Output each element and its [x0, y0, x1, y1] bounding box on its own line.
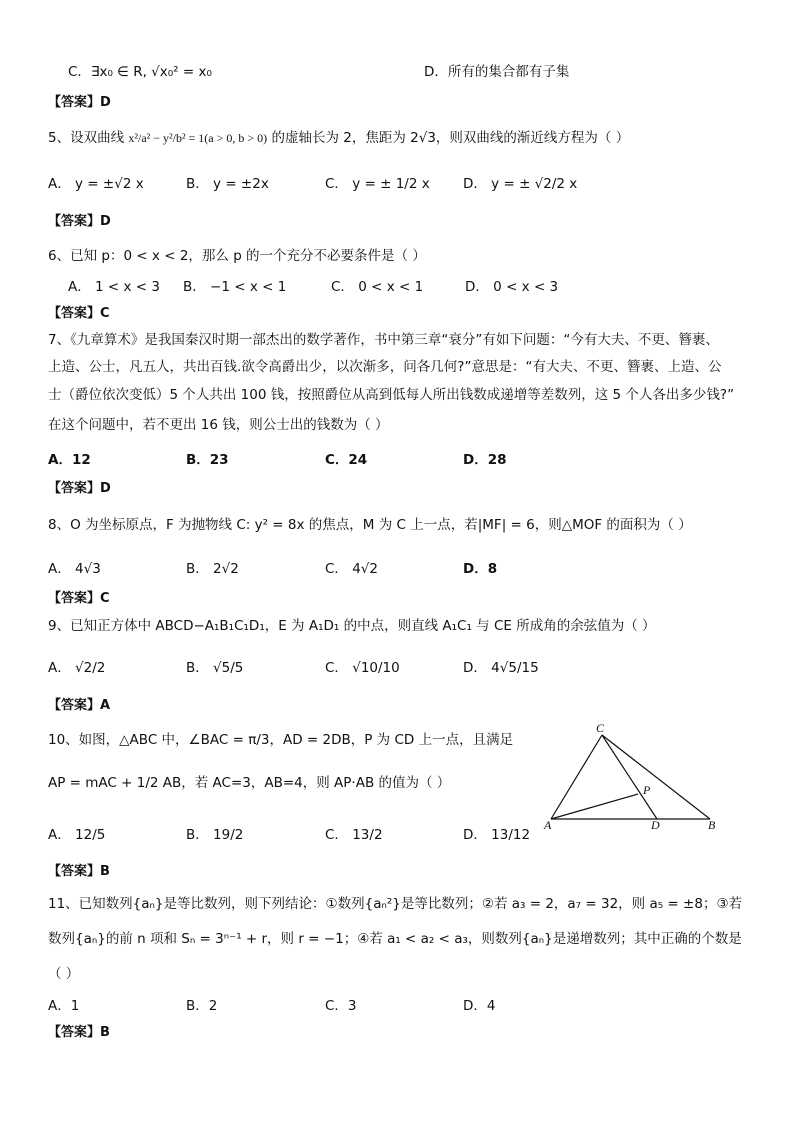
- label-d: D: [651, 818, 660, 832]
- q6-option-c: C． 0 < x < 1: [331, 279, 424, 295]
- q7-option-d: D．28: [463, 452, 507, 468]
- q6-stem: 6、已知 p：0 < x < 2，那么 p 的一个充分不必要条件是（ ）: [48, 248, 426, 264]
- label-b: B: [708, 818, 716, 832]
- q10-line2: AP = mAC + 1/2 AB，若 AC=3，AB=4，则 AP·AB 的值为（ ）: [48, 775, 451, 791]
- q11-line2: 数列{aₙ}的前 n 项和 Sₙ = 3ⁿ⁻¹ + r，则 r = −1；④若 a₁ < a₂ < a₃，则数列{aₙ}是递增数列；其中正确的个数是: [48, 931, 742, 947]
- q6-option-d: D． 0 < x < 3: [465, 279, 559, 295]
- q7-line4: 在这个问题中，若不更出 16 钱，则公士出的钱数为（ ）: [48, 417, 389, 433]
- label-c: C: [596, 722, 605, 735]
- q11-option-d: D．4: [463, 998, 496, 1014]
- q10-option-b: B． 19/2: [186, 827, 244, 843]
- q9-option-b: B． √5/5: [186, 660, 244, 676]
- q11-option-c: C．3: [325, 998, 357, 1014]
- q10-option-c: C． 13/2: [325, 827, 383, 843]
- q7-line2: 上造、公士，凡五人，共出百钱.欲令高爵出少，以次渐多，问各几何?”意思是：“有大夫、不更、簪裹、上造、公: [48, 359, 722, 375]
- q7-option-a: A．12: [48, 452, 91, 468]
- q10-option-d: D． 13/12: [463, 827, 531, 843]
- q7-line1: 7、《九章算术》是我国秦汉时期一部杰出的数学著作，书中第三章“衰分”有如下问题：“今有大夫、不更、簪裹、: [48, 332, 719, 348]
- q11-answer: 【答案】B: [48, 1025, 110, 1040]
- q8-option-d: D．8: [463, 561, 498, 577]
- q5-option-b: B． y = ±2x: [186, 176, 269, 192]
- q5-option-c: C． y = ± 1/2 x: [325, 176, 430, 192]
- q8-option-b: B． 2√2: [186, 561, 239, 577]
- q7-option-c: C．24: [325, 452, 368, 468]
- q5-option-d: D． y = ± √2/2 x: [463, 176, 578, 192]
- q9-stem: 9、已知正方体中 ABCD−A₁B₁C₁D₁，E 为 A₁D₁ 的中点，则直线 A₁C₁ 与 CE 所成角的余弦值为（ ）: [48, 618, 656, 634]
- q10-option-a: A． 12/5: [48, 827, 106, 843]
- q9-option-c: C． √10/10: [325, 660, 400, 676]
- q5-answer: 【答案】D: [48, 214, 111, 229]
- q8-stem: 8、O 为坐标原点，F 为抛物线 C: y² = 8x 的焦点，M 为 C 上一点，若|MF| = 6，则△MOF 的面积为（ ）: [48, 517, 692, 533]
- q10-line1: 10、如图，△ABC 中，∠BAC = π/3，AD = 2DB，P 为 CD 上一点，且满足: [48, 732, 514, 748]
- q5-stem: [48, 126, 629, 146]
- q4-answer: 【答案】D: [48, 95, 111, 110]
- q7-line3: 士（爵位依次变低）5 个人共出 100 钱，按照爵位从高到低每人所出钱数成递增等差数列，这 5 个人各出多少钱?”: [48, 387, 735, 403]
- q6-option-a: A． 1 < x < 3: [68, 279, 160, 295]
- q8-option-c: C． 4√2: [325, 561, 378, 577]
- q11-option-b: B．2: [186, 998, 218, 1014]
- segment-cd: [602, 735, 657, 819]
- q7-option-b: B．23: [186, 452, 229, 468]
- q4-option-d: D．所有的集合都有子集: [424, 64, 570, 80]
- q10-answer: 【答案】B: [48, 864, 110, 879]
- edge-cb: [602, 735, 710, 819]
- q4-option-c: C．∃x₀ ∈ R, √x₀² = x₀: [68, 64, 212, 80]
- q6-answer: 【答案】C: [48, 306, 110, 321]
- q11-line3: （ ）: [48, 966, 80, 982]
- q6-option-b: B． −1 < x < 1: [183, 279, 287, 295]
- q8-option-a: A． 4√3: [48, 561, 101, 577]
- q5-stem-suffix: 的虚轴长为 2，焦距为 2√3，则双曲线的渐近线方程为（ ）: [271, 130, 630, 146]
- q10-triangle-figure: [535, 722, 730, 834]
- q11-option-a: A．1: [48, 998, 80, 1014]
- q8-answer: 【答案】C: [48, 591, 110, 606]
- q11-line1: 11、已知数列{aₙ}是等比数列，则下列结论：①数列{aₙ²}是等比数列；②若 a₃ = 2，a₇ = 32，则 a₅ = ±8；③若: [48, 896, 743, 912]
- label-p: P: [643, 783, 651, 797]
- q5-option-a: A． y = ±√2 x: [48, 176, 144, 192]
- q9-answer: 【答案】A: [48, 698, 111, 713]
- q7-answer: 【答案】D: [48, 481, 111, 496]
- q5-stem-prefix: 5、设双曲线: [48, 130, 125, 146]
- q9-option-a: A． √2/2: [48, 660, 106, 676]
- q5-formula: x²/a² − y²/b² = 1(a > 0, b > 0): [128, 131, 268, 145]
- label-a: A: [544, 818, 552, 832]
- q9-option-d: D． 4√5/15: [463, 660, 539, 676]
